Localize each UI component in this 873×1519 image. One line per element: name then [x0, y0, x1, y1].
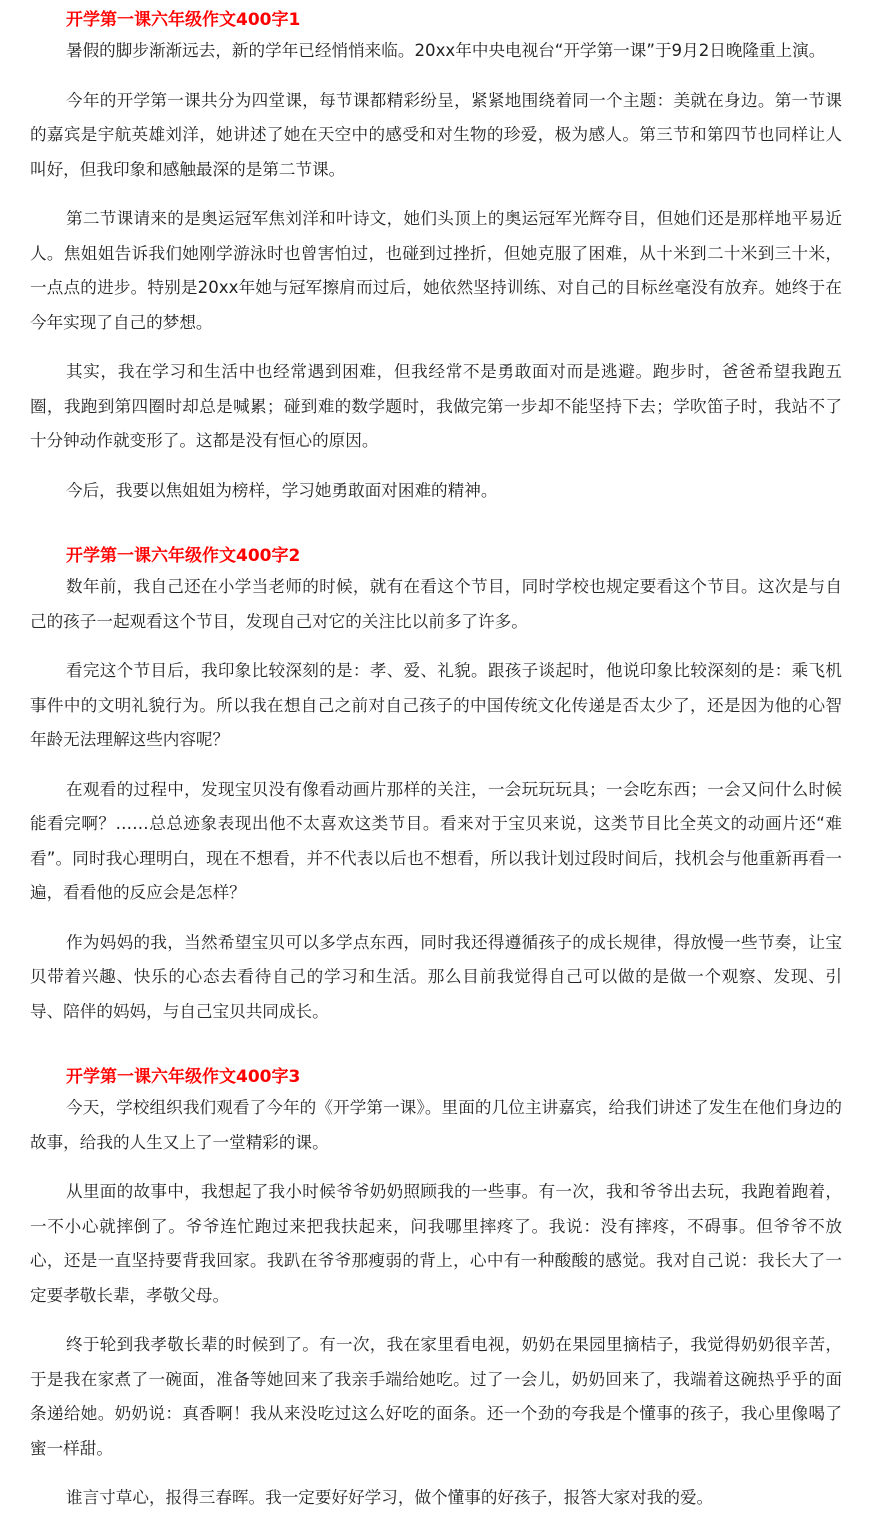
- essay-2: [30, 544, 842, 1029]
- paragraph: 今天，学校组织我们观看了今年的《开学第一课》。里面的几位主讲嘉宾，给我们讲述了发生在他们身边的故事，给我的人生又上了一堂精彩的课。: [30, 1098, 842, 1152]
- essay-1: [30, 8, 842, 508]
- paragraph: 在观看的过程中，发现宝贝没有像看动画片那样的关注，一会玩玩玩具；一会吃东西；一会又问什么时候能看完啊？……总总迹象表现出他不太喜欢这类节目。看来对于宝贝来说，这类节目比全英文的动画片还“难看”。同时我心理明白，现在不想看，并不代表以后也不想看，所以我计划过段时间后，找机会与他重新再看一遍，看看他的反应会是怎样？: [30, 779, 842, 902]
- paragraph: 数年前，我自己还在小学当老师的时候，就有在看这个节目，同时学校也规定要看这个节目。这次是与自己的孩子一起观看这个节目，发现自己对它的关注比以前多了许多。: [30, 577, 842, 631]
- paragraph: 终于轮到我孝敬长辈的时候到了。有一次，我在家里看电视，奶奶在果园里摘桔子，我觉得奶奶很辛苦，于是我在家煮了一碗面，准备等她回来了我亲手端给她吃。过了一会儿，奶奶回来了，我端着这碗热乎乎的面条递给她。奶奶说：真香啊！我从来没吃过这么好吃的面条。还一个劲的夸我是个懂事的孩子，我心里像喝了蜜一样甜。: [30, 1335, 842, 1458]
- paragraph: 谁言寸草心，报得三春晖。我一定要好好学习，做个懂事的好孩子，报答大家对我的爱。: [66, 1488, 714, 1507]
- article: [30, 8, 842, 1516]
- paragraph: 看完这个节目后，我印象比较深刻的是：孝、爱、礼貌。跟孩子谈起时，他说印象比较深刻的是：乘飞机事件中的文明礼貌行为。所以我在想自己之前对自己孩子的中国传统文化传递是否太少了，还是因为他的心智年龄无法理解这些内容呢？: [30, 661, 842, 749]
- essay-3: [30, 1065, 842, 1516]
- paragraph: 作为妈妈的我，当然希望宝贝可以多学点东西，同时我还得遵循孩子的成长规律，得放慢一些节奏，让宝贝带着兴趣、快乐的心态去看待自己的学习和生活。那么目前我觉得自己可以做的是做一个观察、发现、引导、陪伴的妈妈，与自己宝贝共同成长。: [30, 932, 842, 1021]
- essay-title: 开学第一课六年级作文400字1: [66, 10, 301, 30]
- paragraph: 今后，我要以焦姐姐为榜样，学习她勇敢面对困难的精神。: [66, 480, 498, 500]
- paragraph: 从里面的故事中，我想起了我小时候爷爷奶奶照顾我的一些事。有一次，我和爷爷出去玩，我跑着跑着，一不小心就摔倒了。爷爷连忙跑过来把我扶起来，问我哪里摔疼了。我说：没有摔疼，不碍事。但爷爷不放心，还是一直坚持要背我回家。我趴在爷爷那瘦弱的背上，心中有一种酸酸的感觉。我对自己说：我长大了一定要孝敬长辈，孝敬父母。: [30, 1182, 842, 1305]
- paragraph: 暑假的脚步渐渐远去，新的学年已经悄悄来临。20xx年中央电视台“开学第一课”于9月2日晚隆重上演。: [66, 41, 826, 60]
- paragraph: 第二节课请来的是奥运冠军焦刘洋和叶诗文，她们头顶上的奥运冠军光辉夺目，但她们还是那样地平易近人。焦姐姐告诉我们她刚学游泳时也曾害怕过，也碰到过挫折，但她克服了困难，从十米到二十米到三十米，一点点的进步。特别是20xx年她与冠军擦肩而过后，她依然坚持训练、对自己的目标丝毫没有放弃。她终于在今年实现了自己的梦想。: [30, 209, 842, 332]
- essay-title: 开学第一课六年级作文400字2: [66, 546, 301, 566]
- essay-title: 开学第一课六年级作文400字3: [66, 1067, 301, 1087]
- paragraph: 其实，我在学习和生活中也经常遇到困难，但我经常不是勇敢面对而是逃避。跑步时，爸爸希望我跑五圈，我跑到第四圈时却总是喊累；碰到难的数学题时，我做完第一步却不能坚持下去；学吹笛子时，我站不了十分钟动作就变形了。这都是没有恒心的原因。: [30, 362, 842, 450]
- paragraph: 今年的开学第一课共分为四堂课，每节课都精彩纷呈，紧紧地围绕着同一个主题：美就在身边。第一节课的嘉宾是宇航英雄刘洋，她讲述了她在天空中的感受和对生物的珍爱，极为感人。第三节和第四节也同样让人叫好，但我印象和感触最深的是第二节课。: [30, 90, 842, 179]
